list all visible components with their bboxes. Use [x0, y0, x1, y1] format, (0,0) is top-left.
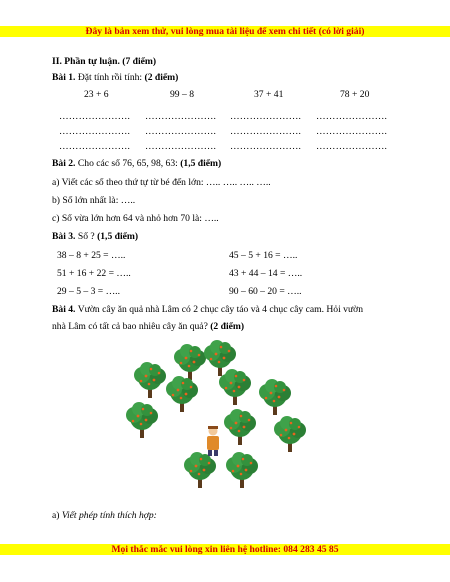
bai1-label: Bài 1. — [52, 72, 76, 83]
bai3-label: Bài 3. — [52, 231, 76, 242]
bai4-points: (2 điểm) — [210, 321, 245, 332]
bai1-calc-3: 37 + 41 — [254, 89, 284, 100]
tree-icon — [126, 402, 158, 438]
bai4-text-2: nhà Lâm có tất cả bao nhiêu cây ăn quả? — [52, 321, 211, 332]
tree-icon — [134, 362, 166, 398]
bai2-question-a: a) Viết các số theo thứ tự từ bé đến lớn: ….. ….. ….. ….. — [52, 177, 271, 188]
answer-dots: …………………. — [59, 141, 131, 152]
bai1-points: (2 điểm) — [144, 72, 179, 83]
tree-icon — [274, 416, 306, 452]
bai3-expression: 51 + 16 + 22 = ….. — [57, 268, 131, 279]
bai4-a-prefix: a) — [52, 510, 62, 521]
answer-dots: …………………. — [316, 111, 388, 122]
bai1-calc-2: 99 – 8 — [170, 89, 194, 100]
tree-icon — [226, 452, 258, 488]
tree-icon — [224, 409, 256, 445]
bai1-heading — [52, 72, 178, 83]
answer-dots: …………………. — [316, 141, 388, 152]
hotline-banner-text: Mọi thắc mắc vui lòng xin liên hệ hotline: 084 283 45 85 — [111, 544, 339, 555]
answer-dots: …………………. — [230, 126, 302, 137]
bai3-expression: 29 – 5 – 3 = ….. — [57, 286, 120, 297]
bai3-points: (1,5 điểm) — [97, 231, 139, 242]
bai3-expression: 38 – 8 + 25 = ….. — [57, 250, 126, 261]
answer-dots: …………………. — [59, 111, 131, 122]
answer-dots: …………………. — [145, 126, 217, 137]
answer-dots: …………………. — [59, 126, 131, 137]
tree-icon — [219, 369, 251, 405]
tree-icon — [259, 379, 291, 415]
preview-banner-text: Đây là bản xem thử, vui lòng mua tài liệu để xem chi tiết (có lời giải) — [85, 26, 365, 37]
bai2-heading — [52, 158, 221, 169]
tree-icon — [184, 452, 216, 488]
bai2-question-c: c) Số vừa lớn hơn 64 và nhỏ hơn 70 là: ….. — [52, 213, 219, 224]
tree-icon — [174, 344, 206, 380]
bai2-text: Cho các số 76, 65, 98, 63: — [75, 158, 181, 169]
bai4-label: Bài 4. — [52, 304, 76, 315]
bai4-a-text: Viết phép tính thích hợp: — [61, 510, 157, 521]
section-title: II. Phần tự luận. (7 điểm) — [52, 56, 157, 67]
answer-dots: …………………. — [316, 126, 388, 137]
bai3-expression: 45 – 5 + 16 = ….. — [229, 250, 298, 261]
hotline-banner — [0, 544, 450, 555]
answer-dots: …………………. — [145, 141, 217, 152]
bai1-calc-1: 23 + 6 — [84, 89, 109, 100]
bai1-calc-4: 78 + 20 — [340, 89, 370, 100]
child-figure — [207, 426, 219, 456]
bai4-heading-line2 — [52, 321, 244, 332]
bai3-expression: 90 – 60 – 20 = ….. — [229, 286, 302, 297]
bai2-question-b: b) Số lớn nhất là: ….. — [52, 195, 136, 206]
orchard-illustration — [120, 340, 320, 500]
bai3-expression: 43 + 44 – 14 = ….. — [229, 268, 303, 279]
bai4-heading — [52, 304, 363, 315]
answer-dots: …………………. — [230, 141, 302, 152]
bai1-text: Đặt tính rồi tính: — [75, 72, 145, 83]
tree-icon — [166, 376, 198, 412]
bai4-text-1: Vườn cây ăn quả nhà Lâm có 2 chục cây táo và 4 chục cây cam. Hỏi vườn — [75, 304, 364, 315]
bai2-label: Bài 2. — [52, 158, 76, 169]
preview-banner — [0, 26, 450, 37]
bai2-points: (1,5 điểm) — [180, 158, 222, 169]
bai3-text: Số ? — [75, 231, 98, 242]
answer-dots: …………………. — [230, 111, 302, 122]
answer-dots: …………………. — [145, 111, 217, 122]
bai3-heading — [52, 231, 138, 242]
bai4-question-a — [52, 510, 157, 521]
